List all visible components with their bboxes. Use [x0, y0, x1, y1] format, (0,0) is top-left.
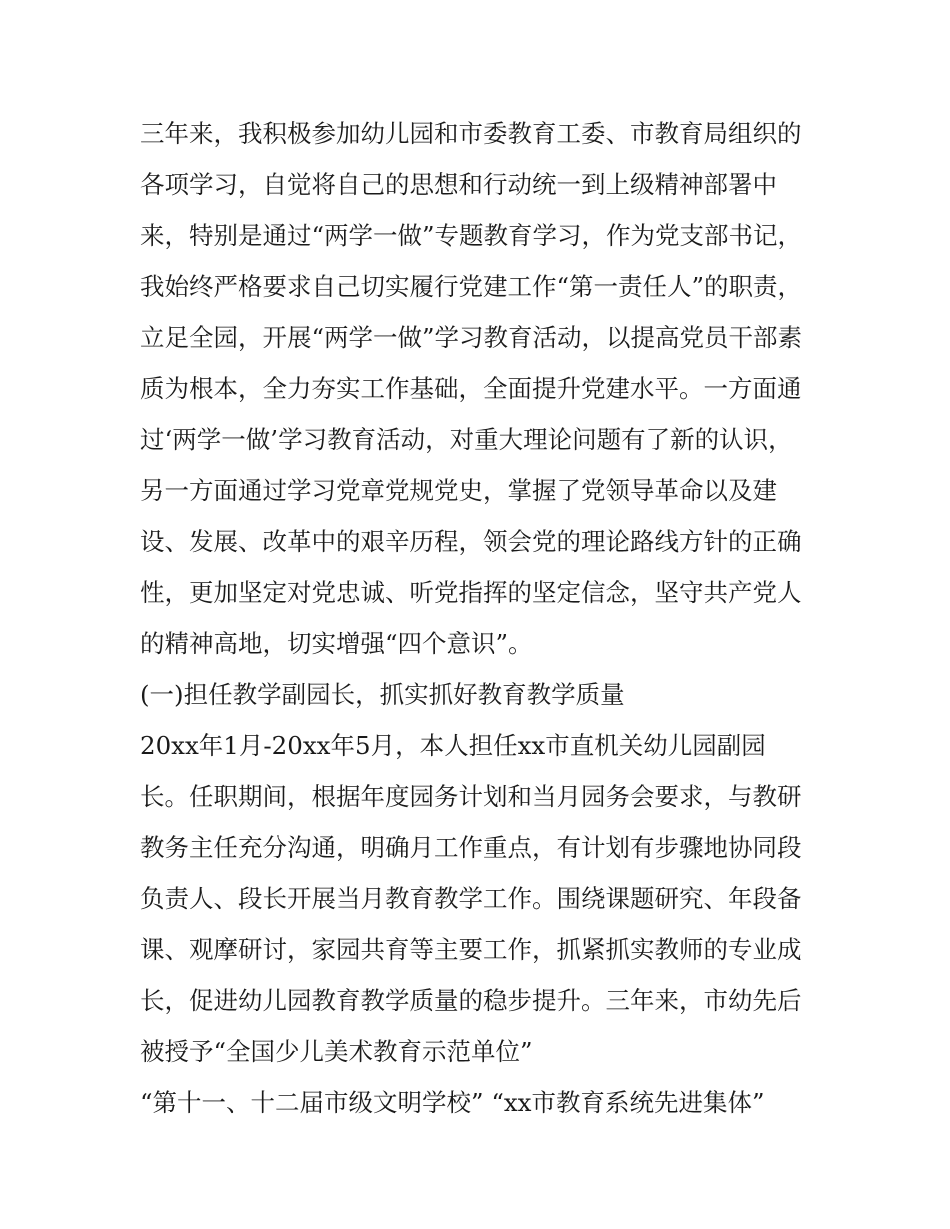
text-line: 设、发展、改革中的艰辛历程，领会党的理论路线方针的正确 [140, 527, 802, 556]
text-line: “第十一、十二届市级文明学校” “xx市教育系统先进集体” [140, 1088, 765, 1117]
text-line: 教务主任充分沟通，明确月工作重点，有计划有步骤地协同段 [140, 833, 802, 862]
text-line: 性，更加坚定对党忠诚、听党指挥的坚定信念，坚守共产党人 [140, 578, 802, 607]
text-line: 过‘两学一做’学习教育活动，对重大理论问题有了新的认识， [140, 425, 793, 454]
text-line: 长，促进幼儿园教育教学质量的稳步提升。三年来，市幼先后 [140, 986, 802, 1015]
document-body [140, 108, 820, 1128]
text-line: 立足全园，开展“两学一做”学习教育活动，以提高党员干部素 [140, 323, 803, 352]
text-line: 被授予“全国少儿美术教育示范单位” [140, 1037, 533, 1066]
text-line: 我始终严格要求自己切实履行党建工作“第一责任人”的职责， [140, 272, 803, 301]
text-line: 三年来，我积极参加幼儿园和市委教育工委、市教育局组织的 [140, 119, 802, 148]
text-line: 来，特别是通过“两学一做”专题教育学习，作为党支部书记， [140, 221, 803, 250]
text-line: 的精神高地，切实增强“四个意识”。 [140, 629, 533, 658]
text-line: 负责人、段长开展当月教育教学工作。围绕课题研究、年段备 [140, 884, 802, 913]
text-line: 20xx年1月-20xx年5月，本人担任xx市直机关幼儿园副园 [140, 731, 766, 760]
text-line: 长。任职期间，根据年度园务计划和当月园务会要求，与教研 [140, 782, 802, 811]
text-line: 另一方面通过学习党章党规党史，掌握了党领导革命以及建 [140, 476, 777, 505]
text-line: 课、观摩研讨，家园共育等主要工作，抓紧抓实教师的专业成 [140, 935, 802, 964]
text-line: 各项学习，自觉将自己的思想和行动统一到上级精神部署中 [140, 170, 777, 199]
text-line: 质为根本，全力夯实工作基础，全面提升党建水平。一方面通 [140, 374, 802, 403]
section-heading: (一)担任教学副园长，抓实抓好教育教学质量 [140, 680, 625, 709]
